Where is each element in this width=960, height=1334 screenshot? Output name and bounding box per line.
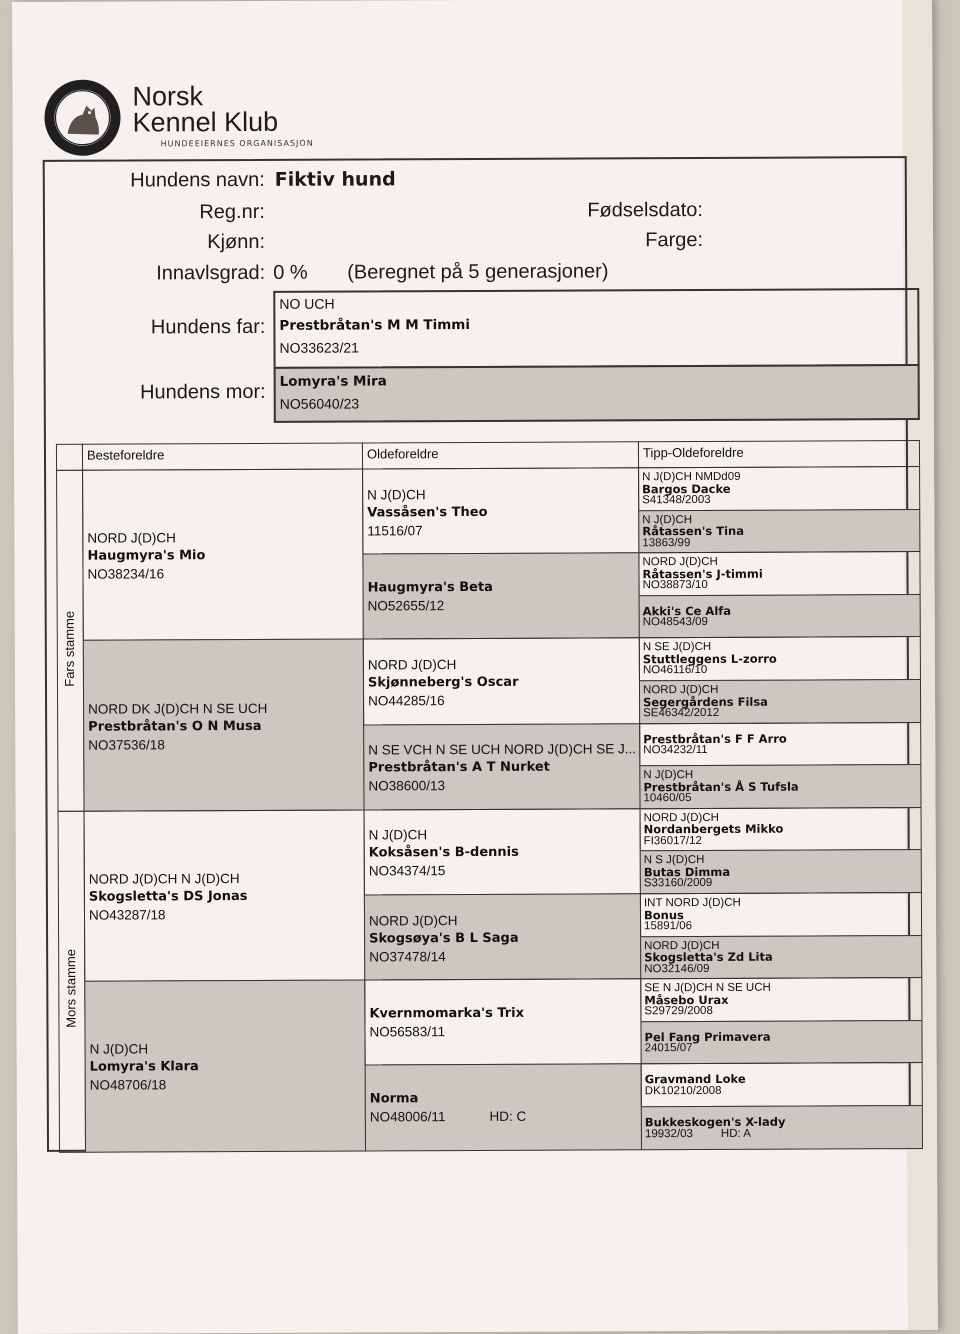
inbreeding-label: Innavlsgrad:	[156, 261, 266, 285]
mother-reg: NO56040/23	[279, 395, 360, 412]
mother-name: Lomyra's Mira	[279, 373, 387, 390]
ggg-titles: NORD J(D)CH	[642, 683, 719, 697]
grandparent-text	[88, 699, 267, 754]
grandparent-reg: NO38234/16	[87, 566, 165, 582]
great-grandparent-titles: N J(D)CH	[368, 827, 428, 843]
ggg-reg-line	[644, 878, 730, 890]
ggg-name: Måsebo Urax	[644, 992, 729, 1007]
header-great-grandparents-text: Oldeforeldre	[366, 446, 439, 462]
great-great-grandparent-cell	[641, 1105, 923, 1150]
color-label: Farge:	[645, 228, 704, 252]
great-great-grandparent-cell	[640, 935, 922, 980]
grandparent-titles: N J(D)CH	[89, 1041, 149, 1058]
great-grandparent-titles: NORD J(D)CH	[367, 657, 457, 673]
great-grandparent-reg: NO52655/12	[367, 597, 445, 614]
ggg-reg: FI36017/12	[643, 834, 702, 848]
great-great-grandparent-cell	[639, 764, 921, 809]
grandparent-reg: NO48706/18	[89, 1077, 167, 1094]
father-reg: NO33623/21	[279, 339, 359, 356]
great-grandparent-reg: NO37478/14	[369, 948, 446, 965]
great-grandparent-name: Haugmyra's Beta	[367, 579, 493, 596]
great-grandparent-text	[368, 740, 636, 795]
great-grandparent-name: Skjønneberg's Oscar	[367, 674, 519, 691]
ggg-name: Råtassen's J-timmi	[642, 566, 763, 581]
great-grandparent-name: Prestbråtan's A T Nurket	[368, 759, 550, 776]
ggg-reg: 24015/07	[644, 1042, 693, 1055]
great-grandparent-cell	[362, 467, 639, 554]
grandparent-reg: NO37536/18	[88, 736, 165, 753]
great-grandparent-titles: N SE VCH N SE UCH NORD J(D)CH SE J...	[368, 741, 637, 758]
great-grandparent-reg: 11516/07	[367, 522, 423, 539]
great-grandparent-cell	[364, 978, 641, 1065]
ggg-reg-line	[645, 1128, 786, 1140]
grandparent-text	[87, 529, 205, 584]
great-great-grandparent-text	[644, 983, 771, 1018]
great-grandparent-name: Kvernmomarka's Trix	[369, 1005, 525, 1022]
great-grandparent-reg-line	[368, 597, 493, 616]
pedigree-document	[12, 0, 938, 1334]
ggg-reg: NO34232/11	[643, 744, 708, 757]
ggg-reg: NO32146/09	[644, 962, 710, 975]
inbreeding-value: 0 %	[273, 261, 308, 284]
ggg-name: Bargos Dacke	[642, 481, 731, 496]
great-grandparent-text	[367, 486, 488, 541]
sire-line-column	[56, 470, 84, 812]
father-label: Hundens far:	[150, 315, 266, 339]
ggg-reg-line	[643, 617, 731, 629]
great-grandparent-cell	[363, 638, 640, 725]
great-great-grandparent-cell	[640, 849, 922, 894]
mother-box	[274, 364, 920, 423]
sire-line-label: Fars stamme	[61, 611, 77, 688]
great-grandparent-titles: NORD J(D)CH	[368, 912, 458, 929]
great-great-grandparent-text	[643, 733, 787, 757]
ggg-titles: N SE J(D)CH	[642, 641, 712, 654]
ggg-name: Prestbråtan's Å S Tufsla	[643, 779, 799, 794]
mother-label: Hundens mor:	[140, 380, 266, 404]
grandparent-name: Prestbråtan's O N Musa	[88, 718, 262, 735]
ggg-titles: SE N J(D)CH N SE UCH	[644, 981, 771, 995]
great-great-grandparent-cell	[640, 977, 922, 1022]
great-grandparent-name: Vassåsen's Theo	[367, 504, 488, 521]
great-grandparent-cell	[364, 808, 641, 895]
great-great-grandparent-cell	[638, 466, 920, 511]
great-grandparent-reg-line	[368, 692, 519, 711]
great-great-grandparent-text	[643, 642, 777, 677]
great-grandparent-reg: NO44285/16	[368, 693, 445, 709]
grandparent-reg: NO43287/18	[88, 907, 166, 923]
grandparent-text	[89, 870, 248, 925]
great-great-grandparent-cell	[640, 807, 922, 852]
ggg-reg: NO46116/10	[642, 664, 708, 677]
dog-name-label: Hundens navn:	[130, 168, 265, 192]
grandparent-cell	[83, 639, 365, 812]
grandparent-text	[90, 1041, 199, 1095]
great-great-grandparent-text	[645, 1074, 746, 1097]
father-name: Prestbråtan's M M Timmi	[279, 317, 470, 334]
great-great-grandparent-text	[644, 1114, 786, 1141]
father-box	[273, 288, 919, 369]
great-grandparent-reg-line	[367, 522, 487, 541]
birth-label: Fødselsdato:	[587, 198, 703, 222]
great-grandparent-cell	[364, 893, 641, 980]
ggg-titles: N S J(D)CH	[643, 854, 705, 867]
great-grandparent-titles: N J(D)CH	[367, 486, 426, 503]
great-great-grandparent-cell	[638, 551, 920, 596]
ggg-reg: S29729/2008	[644, 1005, 713, 1018]
ggg-name: Stuttleggens L-zorro	[642, 651, 777, 667]
great-grandparent-name: Koksåsen's B-dennis	[368, 845, 519, 861]
ggg-reg: 15891/06	[644, 920, 693, 933]
great-great-grandparent-cell	[640, 1020, 922, 1065]
header-great-great-grandparents-text: Tipp-Oldeforeldre	[642, 444, 744, 461]
great-great-grandparent-cell	[640, 892, 922, 937]
header-corner	[56, 444, 83, 471]
grandparent-titles: NORD DK J(D)CH N SE UCH	[88, 700, 268, 717]
ggg-titles: N J(D)CH	[642, 513, 693, 526]
great-great-grandparent-text	[643, 685, 768, 720]
grandparent-cell	[84, 809, 366, 982]
grandparent-titles: NORD J(D)CH N J(D)CH	[88, 871, 240, 887]
ggg-reg: 13863/99	[642, 536, 691, 549]
great-great-grandparent-text	[644, 898, 741, 933]
great-great-grandparent-text	[644, 1029, 771, 1056]
ggg-name: Nordanbergets Mikko	[643, 821, 784, 837]
great-grandparent-text	[370, 1090, 526, 1127]
great-great-grandparent-text	[643, 770, 798, 805]
great-grandparent-name: Norma	[369, 1091, 419, 1107]
great-grandparent-reg-line	[369, 947, 519, 966]
ggg-name: Råtassen's Tina	[642, 523, 745, 539]
great-great-grandparent-text	[644, 940, 773, 975]
ggg-reg-line	[643, 708, 768, 720]
ggg-reg-line	[644, 921, 741, 933]
great-grandparent-text	[369, 911, 519, 966]
great-great-grandparent-cell	[639, 679, 921, 724]
great-great-grandparent-cell	[639, 636, 921, 681]
sex-label: Kjønn:	[207, 230, 266, 254]
inbreeding-note: (Beregnet på 5 generasjoner)	[347, 260, 609, 284]
grandparent-name: Haugmyra's Mio	[87, 548, 206, 564]
great-grandparent-text	[368, 656, 519, 711]
great-great-grandparent-text	[642, 472, 741, 507]
ggg-titles: NORD J(D)CH	[642, 556, 718, 569]
ggg-reg: S41348/2003	[642, 493, 711, 507]
grandparent-cell	[84, 980, 366, 1153]
ggg-reg-line	[643, 665, 777, 677]
great-great-grandparent-text	[644, 812, 784, 847]
logo-name-line2: Kennel Klub	[132, 106, 279, 138]
ggg-titles: NORD J(D)CH	[644, 939, 720, 952]
ggg-reg-line	[645, 1086, 746, 1098]
ggg-titles: N J(D)CH	[643, 769, 694, 782]
grandparent-titles: NORD J(D)CH	[87, 530, 176, 546]
great-grandparent-reg-line	[369, 1023, 524, 1042]
ggg-reg: SE46342/2012	[643, 706, 720, 720]
logo-subtitle: HUNDEEIERNES ORGANISASJON	[160, 138, 314, 149]
great-great-grandparent-text	[644, 855, 730, 890]
reg-label: Reg.nr:	[199, 200, 265, 224]
great-great-grandparent-cell	[641, 1062, 923, 1107]
pedigree-frame	[43, 156, 911, 1152]
ggg-name: Segergårdens Filsa	[643, 694, 768, 709]
ggg-reg: S33160/2009	[643, 877, 713, 890]
ggg-titles: N J(D)CH NMDd09	[642, 470, 741, 484]
ggg-name: Bukkeskogen's X-lady	[644, 1114, 786, 1130]
dam-line-label: Mors stamme	[63, 949, 79, 1028]
ggg-reg: DK10210/2008	[644, 1084, 722, 1098]
great-grandparent-reg: NO34374/15	[368, 863, 446, 879]
ggg-reg-line	[642, 537, 744, 549]
great-great-grandparent-cell	[639, 722, 921, 767]
ggg-name: Bonus	[643, 907, 684, 922]
great-great-grandparent-text	[642, 603, 732, 629]
header-grandparents-text: Besteforeldre	[86, 447, 165, 463]
great-grandparent-text	[369, 1005, 524, 1042]
ggg-reg: 10460/05	[643, 792, 692, 805]
ggg-reg-line	[645, 1043, 771, 1055]
grandparent-cell	[82, 468, 364, 641]
great-great-grandparent-cell	[638, 509, 920, 554]
dam-line-column	[58, 810, 86, 1152]
great-grandparent-reg-line	[370, 1108, 526, 1127]
ggg-reg-line	[643, 580, 763, 592]
nkk-seal-dog-icon	[42, 78, 122, 158]
grandparent-name: Lomyra's Klara	[89, 1059, 199, 1076]
great-grandparent-cell	[363, 723, 640, 810]
ggg-name: Butas Dimma	[643, 864, 731, 880]
great-grandparent-name: Skogsøya's B L Saga	[369, 930, 519, 947]
great-grandparent-text	[368, 579, 494, 616]
father-titles: NO UCH	[279, 295, 335, 312]
great-grandparent-reg: NO38600/13	[368, 778, 446, 794]
ggg-hd: HD: A	[720, 1127, 751, 1140]
ggg-reg: 19932/03	[644, 1127, 693, 1140]
ggg-reg-line	[643, 793, 798, 805]
logo-name-line1: Norsk	[132, 81, 203, 112]
grandparent-name: Skogsletta's DS Jonas	[88, 888, 248, 905]
great-grandparent-cell	[362, 552, 639, 639]
dog-name-value: Fiktiv hund	[274, 168, 396, 191]
ggg-name: Skogsletta's Zd Lita	[644, 949, 773, 965]
ggg-reg-line	[643, 745, 787, 757]
great-grandparent-reg-line	[368, 776, 636, 795]
ggg-name: Pel Fang Primavera	[644, 1029, 771, 1045]
ggg-name: Gravmand Loke	[644, 1072, 746, 1087]
ggg-reg-line	[642, 495, 740, 507]
ggg-titles: NORD J(D)CH	[643, 811, 719, 825]
great-grandparent-text	[369, 826, 519, 881]
header-great-grandparents	[362, 441, 639, 469]
great-grandparent-reg: NO48006/11	[369, 1109, 446, 1125]
header-grandparents	[82, 442, 363, 470]
ggg-reg: NO38873/10	[642, 579, 708, 592]
great-grandparent-hd: HD: C	[489, 1108, 527, 1124]
great-great-grandparent-text	[642, 557, 762, 592]
ggg-name: Akki's Ce Alfa	[642, 603, 732, 619]
great-grandparent-reg: NO56583/11	[369, 1023, 446, 1040]
ggg-name: Prestbråtan's F F Arro	[643, 731, 787, 746]
header-great-great-grandparents	[638, 440, 920, 468]
logo-wordmark	[132, 83, 278, 136]
ggg-reg-line	[644, 835, 784, 847]
great-great-grandparent-cell	[639, 594, 921, 639]
ggg-reg-line	[644, 1006, 771, 1018]
ggg-reg-line	[644, 963, 773, 975]
ggg-reg: NO48543/09	[642, 616, 708, 629]
great-grandparent-cell	[365, 1064, 642, 1151]
ggg-titles: INT NORD J(D)CH	[643, 896, 741, 910]
great-grandparent-reg-line	[369, 862, 519, 881]
great-great-grandparent-text	[642, 514, 744, 549]
